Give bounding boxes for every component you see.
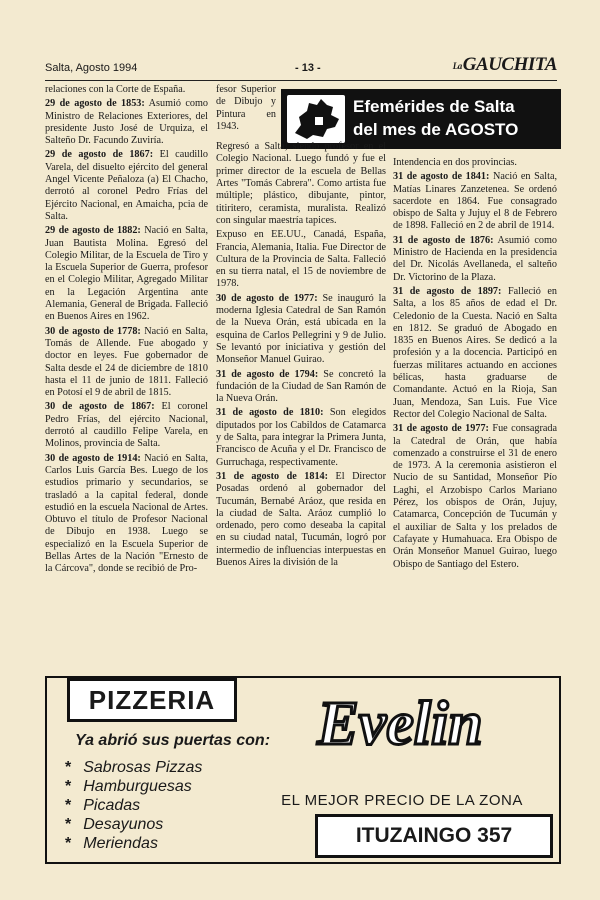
menu-item: * Hamburguesas bbox=[65, 777, 202, 796]
entry: 30 de agosto de 1867: El coronel Pedro Frías, del ejército Nacional, derrotó al caudillo Felipe Varela, en Molinos, provincia de Salta. bbox=[45, 401, 208, 450]
page-number: - 13 - bbox=[295, 62, 321, 74]
pizzeria-advertisement bbox=[45, 676, 561, 864]
ad-title: PIZZERIA bbox=[67, 678, 237, 722]
feature-title-line1: Efemérides de Salta bbox=[353, 97, 515, 116]
paragraph: relaciones con la Corte de España. bbox=[45, 84, 186, 95]
column-1 bbox=[45, 84, 208, 644]
paragraph: fesor Superior de Dibujo y Pintura en 1943. bbox=[216, 84, 276, 132]
menu-item: * Meriendas bbox=[65, 834, 202, 853]
paragraph: Regresó a Salta, siendo profesor en el Colegio Nacional. Luego fundó y fue el primer director de la escuela de Bellas Artes "Tomás Cabrera". Como artista fue múltiple; plástico, dibujante, pintor, titiritero, ceramista, muralista. Realizó con singular maestría tapices. bbox=[216, 141, 386, 226]
entry: 31 de agosto de 1794: Se concretó la fundación de la Ciudad de San Ramón de la Nueva Orán. bbox=[216, 368, 386, 405]
entry: 29 de agosto de 1882: Nació en Salta, Juan Bautista Molina. Egresó del Colegio Militar, de la Escuela de Tiro y la Escuela Superior de Guerra, profesor en el Colegio Militar, Agregado Militar en la Legación Argentina ante Alemania, General de Brigada. Falleció en Buenos Aires en 1962. bbox=[45, 225, 208, 323]
menu-item: * Sabrosas Pizzas bbox=[65, 758, 202, 777]
entry: 31 de agosto de 1977: Fue consagrada la Catedral de Orán, que había comenzado a construirse el 31 de enero de 1973. A la ceremonia asistieron el Nucio de su Santidad, Monseñor Pío Laghi, el Arzobispo Carlos Mariano Pérez, los obispos de Orán, Jujuy, Catamarca, Concepción de Tucumán y el auxiliar de Salta y los prelados de Cafayate y Humahuaca. Era Obispo de Orán Monseñor Manuel Guirao, luego Obispo de Santiago del Estero. bbox=[393, 423, 557, 570]
paragraph: Expuso en EE.UU., Canadá, España, Francia, Alemania, Italia. Fue Director de Cultura de la Provincia de Salta. Falleció en su tierra natal, el 15 de noviembre de 1978. bbox=[216, 229, 386, 290]
ad-address: ITUZAINGO 357 bbox=[315, 814, 553, 858]
brand-logo bbox=[255, 690, 545, 760]
entry: 30 de agosto de 1914: Nació en Salta, Carlos Luis García Bes. Luego de los estudios primario y secundarios, se trasladó a la capital federal, donde estudió en la escuela Nacional de Artes. Obtuvo el título de Profesor Nacional de Dibujo en 1938. Luego se especializó en la Escuela Superior de Bellas Artes de la Nación "Ernesto de la Cárcova", donde se recibió de Pro- bbox=[45, 452, 208, 575]
entry: 31 de agosto de 1897: Falleció en Salta, a los 85 años de edad el Dr. Celedonio de la Cuesta. Nació en Salta en 1812. Se graduó de Abogado en 1835 en Buenos Aires. Se dedicó a la profesión y a la docencia. Participó en fuerzas militares actuando en acciones bélicas, hasta graduarse de Comandante. Actuó en la Rioja, San Juan, Mendoza, San Luis. Fue Vice Rector del Colegio Nacional de Salta. bbox=[393, 285, 557, 420]
masthead-logo: LaGAUCHITA bbox=[452, 54, 557, 75]
page-header bbox=[45, 54, 557, 81]
entry: 31 de agosto de 1814: El Director Posadas ordenó al gobernador del Tucumán, Bernabé Aráoz, que resida en la ciudad de Salta. Aráoz cumplió lo ordenado, pero como deseaba la capital en su ciudad natal, Tucumán, logró por intermedio de influencias interpuestas en Buenos Aires la división de la bbox=[216, 470, 386, 568]
ad-opened-text: Ya abrió sus puertas con: bbox=[75, 732, 271, 749]
menu-item: * Desayunos bbox=[65, 815, 202, 834]
entry: 30 de agosto de 1778: Nació en Salta, Tomás de Allende. Fue abogado y doctor en leyes. Fue gobernador de Salta desde el 24 de diciembre de 1810 hasta el 11 de junio de 1811. Falleció en Potosí el 9 de abril de 1815. bbox=[45, 325, 208, 399]
column-2 bbox=[216, 84, 386, 644]
entry: 29 de agosto de 1853: Asumió como Ministro de Relaciones Exteriores, del presidente Justo José de Urquiza, el Salteño Dr. Facundo Zuviría. bbox=[45, 98, 208, 147]
feature-title-line2: del mes de AGOSTO bbox=[353, 120, 519, 139]
entry: 29 de agosto de 1867: El caudillo Varela, del disuelto ejército del general Angel Vicente Peñaloza (a) El Chacho, derrotó al coronel Pedro Frías del Ejército Nacional, en Amaicha, pcia de Salta. bbox=[45, 149, 208, 222]
entry: 31 de agosto de 1876: Asumió como Ministro de Hacienda en la presidencia del Dr. Nicolás Avellaneda, el salteño Dr. Victorino de la Plaza. bbox=[393, 234, 557, 283]
entry: 31 de agosto de 1810: Son elegidos diputados por los Cabildos de Catamarca y de Salta, para integrar la Primera Junta, Francisco de Acuña y el Dr. Francisco de Gurruchaga, respectivamente. bbox=[216, 407, 386, 468]
place-date: Salta, Agosto 1994 bbox=[45, 62, 138, 74]
entry: 31 de agosto de 1841: Nació en Salta, Matías Linares Zanzetenea. Se ordenó sacerdote en 1864. Fue consagrado obispo de Salta y Jujuy el 8 de Febrero de 1898. Falleció en 2 de abril de 1914. bbox=[393, 171, 557, 232]
column-3 bbox=[393, 157, 557, 644]
ad-menu-list bbox=[65, 758, 202, 853]
ad-slogan: EL MEJOR PRECIO DE LA ZONA bbox=[281, 792, 523, 809]
menu-item: * Picadas bbox=[65, 796, 202, 815]
svg-text:Evelin: Evelin bbox=[317, 690, 483, 758]
entry: 30 de agosto de 1977: Se inauguró la moderna Iglesia Catedral de San Ramón de la Nueva Orán, está ubicada en la esquina de Carlos Pellegrini y 9 de Julio. Se levantó por iniciativa y gestión del Monseñor Manuel Guirao. bbox=[216, 292, 386, 366]
paragraph: Intendencia en dos provincias. bbox=[393, 157, 517, 168]
